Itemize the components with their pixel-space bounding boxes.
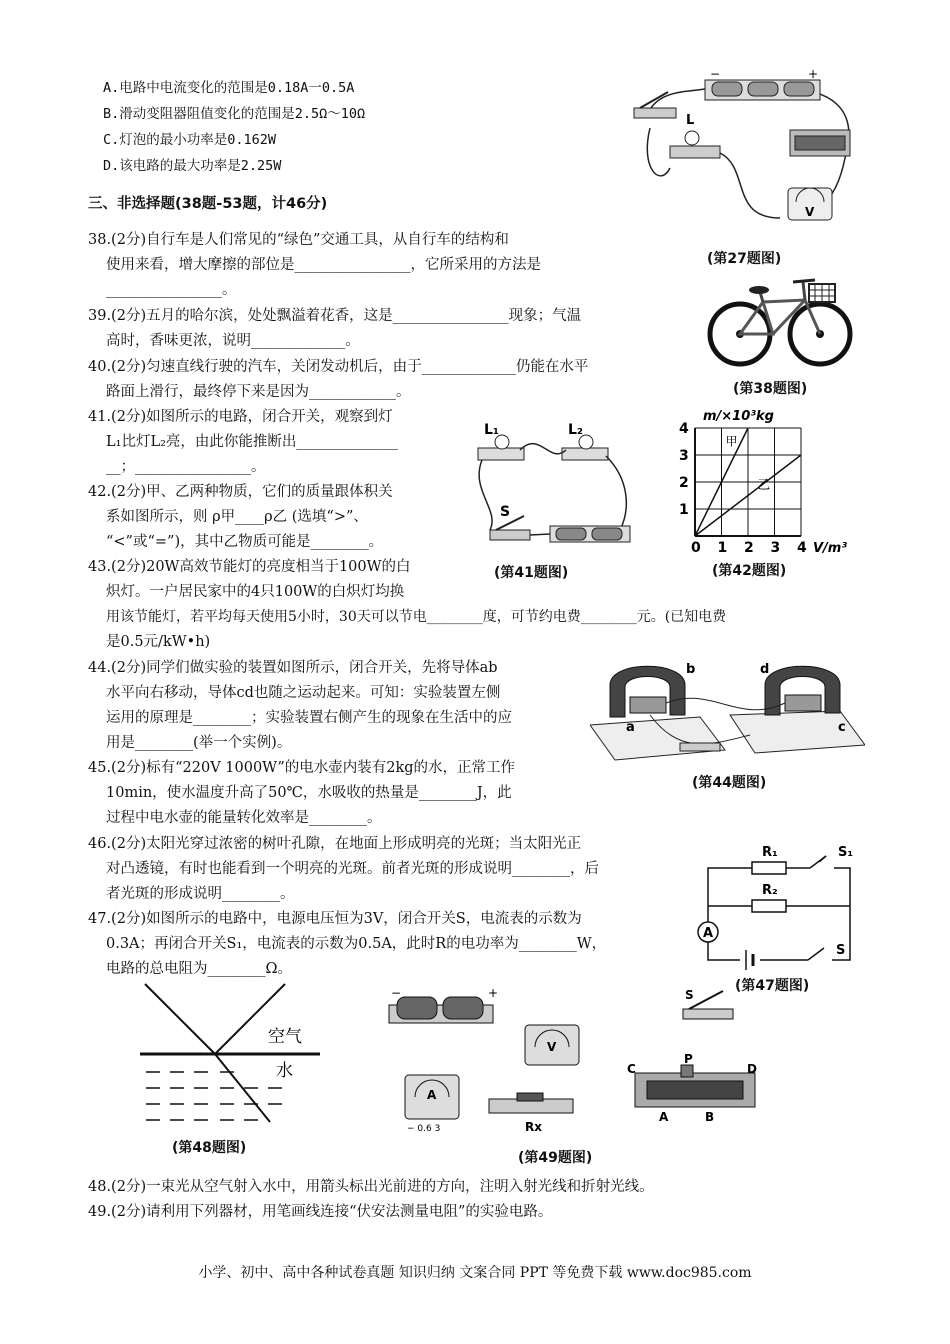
fig47-s1: S₁ [838, 845, 854, 860]
footer: 小学、初中、高中各种试卷真题 知识归纳 文案合同 PPT 等免费下载 www.doc985.com [198, 1265, 752, 1281]
q44-line2: 水平向右移动，导体cd也随之运动起来。可知：实验装置左侧 [106, 685, 501, 701]
option-b: B.滑动变阻器阻值变化的范围是2.5Ω～10Ω [103, 106, 366, 122]
q39-line1: 39.(2分)五月的哈尔滨，处处飘溢着花香，这是________________现象；气温 [88, 308, 582, 324]
q41-line2: L₁比灯L₂亮，由此你能推断出______________ [106, 434, 398, 450]
q41-line3: __；________________。 [106, 459, 266, 475]
resistor-r1 [752, 862, 786, 874]
lamp-bulb [685, 131, 699, 145]
option-a: A.电路中电流变化的范围是0.18A一0.5A [103, 80, 355, 96]
fig41-s: S [500, 504, 511, 520]
fig47-circuit [690, 832, 860, 972]
option-d: D.该电路的最大功率是2.25W [103, 158, 282, 174]
fig47-r2: R₂ [762, 883, 778, 898]
option-c: C.灯泡的最小功率是0.162W [103, 132, 277, 148]
fig44-a: a [626, 720, 635, 735]
fig49-v: V [547, 1040, 557, 1054]
fig49-p: P [684, 1052, 693, 1066]
fig27-minus: − [710, 68, 721, 81]
lamp-base [670, 146, 720, 158]
fig47-r1: R₁ [762, 845, 778, 860]
q40-line1: 40.(2分)匀速直线行驶的汽车，关闭发动机后，由于_____________仍能在水平 [88, 359, 589, 375]
fig49-ammeter-scale: − 0.6 3 [407, 1124, 441, 1134]
fig49-caption: (第49题图) [518, 1150, 593, 1166]
q46-line3: 者光斑的形成说明________。 [106, 886, 295, 902]
fig49-d: D [747, 1062, 757, 1076]
q42-line3: “<”或“=”)，其中乙物质可能是________。 [106, 534, 384, 550]
resistor-r2 [752, 900, 786, 912]
y-tick-label: 2 [679, 475, 689, 491]
fig44-b: b [686, 662, 696, 677]
fig49-minus: − [391, 986, 402, 1000]
switch-s [490, 530, 530, 540]
fig47-ammeter: A [703, 926, 714, 941]
q38-line1: 38.(2分)自行车是人们常见的“绿色”交通工具，从自行车的结构和 [88, 232, 509, 248]
fig38-bicycle [705, 272, 855, 372]
fig47-s: S [836, 943, 846, 958]
fig48-refraction [140, 980, 320, 1130]
q44-line4: 用是________(举一个实例)。 [106, 735, 292, 751]
fig27-plus: + [808, 68, 819, 81]
fig44-d: d [760, 662, 770, 677]
fig44-apparatus [590, 655, 865, 765]
fig41-l1: L₁ [484, 422, 500, 438]
fig27-circuit [630, 68, 860, 248]
q45-line1: 45.(2分)标有“220V 1000W”的电水壶内装有2kg的水，正常工作 [88, 760, 516, 776]
fig44-c: c [838, 720, 846, 735]
q47-line3: 电路的总电阻为________Ω。 [106, 961, 293, 977]
x-tick-label: 2 [744, 540, 754, 556]
lamp-l2-base [562, 448, 608, 460]
series-label-yi: 乙 [757, 477, 771, 493]
fig27-caption: (第27题图) [707, 251, 782, 267]
q43-line3: 用该节能灯，若平均每天使用5小时，30天可以节电________度，可节约电费________元。(已知电费 [106, 609, 727, 625]
incident-ray [145, 984, 215, 1054]
q49-line1: 49.(2分)请利用下列器材，用笔画线连接“伏安法测量电阻”的实验电路。 [88, 1204, 553, 1220]
x-tick-label: 1 [717, 540, 728, 556]
q42-line1: 42.(2分)甲、乙两种物质，它们的质量跟体积关 [88, 484, 393, 500]
switch [680, 743, 720, 751]
fig49-plus: + [488, 986, 499, 1000]
fig27-lamp-label: L [686, 113, 695, 128]
q38-line2: 使用来看，增大摩擦的部位是________________，它所采用的方法是 [106, 257, 541, 273]
fig27-voltmeter-label: V [805, 205, 815, 219]
fig49-a2: A [659, 1110, 669, 1124]
fig41-caption: (第41题图) [494, 565, 569, 581]
fig48-air: 空气 [268, 1027, 302, 1047]
q43-line2: 炽灯。一户居民家中的4只100W的白炽灯均换 [106, 584, 405, 600]
fig48-caption: (第48题图) [172, 1140, 247, 1156]
q48-line1: 48.(2分)一束光从空气射入水中，用箭头标出光前进的方向，注明入射光线和折射光线。 [88, 1179, 654, 1195]
q38-line3: ________________。 [106, 282, 237, 298]
fig41-l2: L₂ [568, 422, 584, 438]
series-label-jia: 甲 [725, 434, 738, 449]
q47-line1: 47.(2分)如图所示的电路中，电源电压恒为3V，闭合开关S，电流表的示数为 [88, 911, 582, 927]
q41-line1: 41.(2分)如图所示的电路，闭合开关，观察到灯 [88, 409, 393, 425]
saddle [749, 286, 769, 294]
q45-line3: 过程中电水壶的能量转化效率是________。 [106, 810, 382, 826]
q42-line2: 系如图所示，则 ρ甲____ρ乙 (选填“>”、 [106, 509, 368, 525]
fig42-caption: (第42题图) [712, 563, 787, 579]
chart-xlabel: V/m³ [813, 541, 848, 556]
fig47-caption: (第47题图) [735, 978, 810, 994]
switch [634, 108, 676, 118]
q46-line2: 对凸透镜，有时也能看到一个明亮的光斑。前者光斑的形成说明________，后 [106, 861, 599, 877]
fig49-b: B [705, 1110, 715, 1124]
fig48-water: 水 [276, 1061, 293, 1081]
fig49-apparatus [385, 985, 765, 1135]
fig49-rx: Rx [525, 1120, 542, 1134]
fig38-caption: (第38题图) [733, 381, 808, 397]
q45-line2: 10min，使水温度升高了50℃，水吸收的热量是________J，此 [106, 785, 512, 801]
x-tick-label: 0 [691, 540, 701, 556]
y-tick-label: 1 [679, 502, 689, 518]
q47-line2: 0.3A；再闭合开关S₁，电流表的示数为0.5A，此时R的电功率为________W， [106, 936, 607, 952]
fig49-c: C [627, 1062, 636, 1076]
q40-line2: 路面上滑行，最终停下来是因为____________。 [106, 384, 411, 400]
y-tick-label: 3 [679, 448, 689, 464]
chart-ylabel: m/×10³kg [703, 409, 774, 424]
fig49-s: S [685, 988, 694, 1002]
q44-line1: 44.(2分)同学们做实验的装置如图所示，闭合开关，先将导体ab [88, 660, 498, 676]
q39-line2: 高时，香味更浓，说明_____________。 [106, 333, 360, 349]
chart-grid [679, 421, 807, 556]
section-title: 三、非选择题(38题-53题，计46分) [88, 196, 328, 212]
fig41-circuit [470, 420, 640, 555]
q43-line4: 是0.5元/kW•h) [106, 634, 211, 650]
y-tick-label: 4 [679, 421, 689, 437]
fig49-a: A [427, 1088, 437, 1102]
q46-line1: 46.(2分)太阳光穿过浓密的树叶孔隙，在地面上形成明亮的光斑；当太阳光正 [88, 836, 582, 852]
q44-line3: 运用的原理是________；实验装置右侧产生的现象在生活中的应 [106, 710, 512, 726]
fig44-caption: (第44题图) [692, 775, 767, 791]
lamp-l1-base [478, 448, 524, 460]
fig42-chart [665, 400, 855, 560]
q43-line1: 43.(2分)20W高效节能灯的亮度相当于100W的白 [88, 559, 411, 575]
x-tick-label: 4 [797, 540, 807, 556]
x-tick-label: 3 [770, 540, 781, 556]
switch-s [683, 1009, 733, 1019]
